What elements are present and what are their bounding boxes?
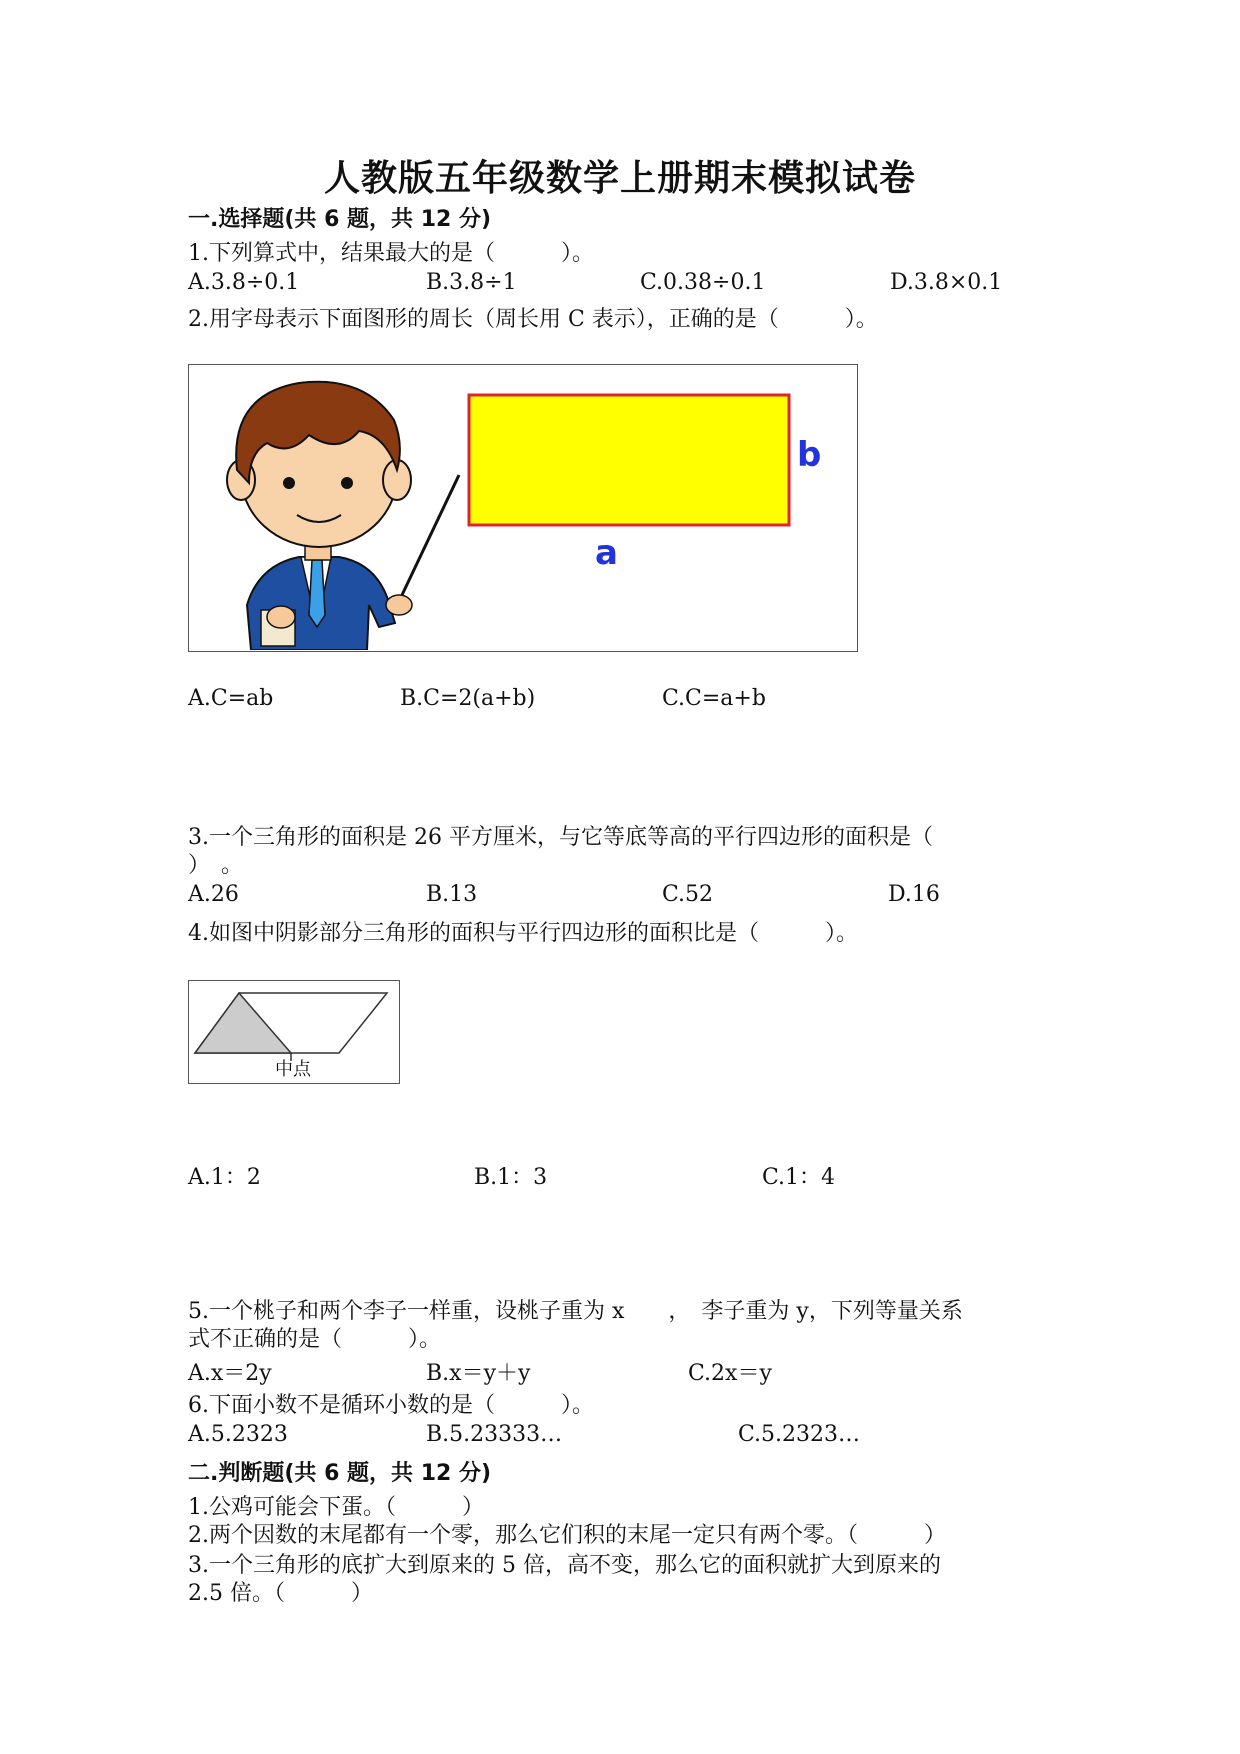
page-title: 人教版五年级数学上册期末模拟试卷 bbox=[323, 158, 916, 199]
q1-option-b: B.3.8÷1 bbox=[426, 270, 517, 295]
q5-option-a: A.x＝2y bbox=[188, 1361, 272, 1386]
question-1: 1.下列算式中，结果最大的是（ ）。 bbox=[188, 241, 594, 266]
question-6: 6.下面小数不是循环小数的是（ ）。 bbox=[188, 1393, 594, 1418]
parallelogram-figure bbox=[188, 980, 400, 1084]
q1-option-c: C.0.38÷0.1 bbox=[640, 270, 766, 295]
q1-option-a: A.3.8÷0.1 bbox=[188, 270, 300, 295]
q3-option-a: A.26 bbox=[188, 882, 239, 907]
teacher-rectangle-figure bbox=[188, 364, 858, 652]
shaded-triangle bbox=[195, 993, 291, 1053]
judgment-question-3-line2: 2.5 倍。（ ） bbox=[188, 1581, 373, 1606]
judgment-question-3-line1: 3.一个三角形的底扩大到原来的 5 倍，高不变，那么它的面积就扩大到原来的 bbox=[188, 1553, 941, 1578]
question-2: 2.用字母表示下面图形的周长（周长用 C 表示），正确的是（ ）。 bbox=[188, 307, 878, 332]
section-heading-choice: 一.选择题(共 6 题，共 12 分) bbox=[188, 207, 492, 232]
q2-option-c: C.C=a+b bbox=[662, 686, 766, 711]
q4-option-a: A.1：2 bbox=[188, 1165, 261, 1190]
rectangle-diagram bbox=[189, 365, 856, 650]
q6-option-a: A.5.2323 bbox=[188, 1422, 288, 1447]
question-3-line1: 3.一个三角形的面积是 26 平方厘米，与它等底等高的平行四边形的面积是（ bbox=[188, 825, 933, 850]
q5-option-c: C.2x＝y bbox=[688, 1361, 772, 1386]
q6-option-b: B.5.23333… bbox=[426, 1422, 563, 1447]
q2-option-b: B.C=2(a+b) bbox=[400, 686, 536, 711]
q4-option-c: C.1：4 bbox=[762, 1165, 836, 1190]
section-heading-judgment: 二.判断题(共 6 题，共 12 分) bbox=[188, 1461, 492, 1486]
q1-option-d: D.3.8×0.1 bbox=[890, 270, 1003, 295]
yellow-rectangle bbox=[469, 395, 789, 525]
q3-option-d: D.16 bbox=[888, 882, 940, 907]
judgment-question-2: 2.两个因数的末尾都有一个零，那么它们积的末尾一定只有两个零。（ ） bbox=[188, 1523, 946, 1548]
midpoint-label: 中点 bbox=[275, 1059, 311, 1080]
side-label-a: a bbox=[595, 533, 618, 573]
q5-option-b: B.x＝y＋y bbox=[426, 1361, 531, 1386]
q4-option-b: B.1：3 bbox=[474, 1165, 548, 1190]
question-5-line2: 式不正确的是（ ）。 bbox=[188, 1327, 442, 1352]
judgment-question-1: 1.公鸡可能会下蛋。（ ） bbox=[188, 1495, 484, 1520]
q3-option-c: C.52 bbox=[662, 882, 714, 907]
q2-option-a: A.C=ab bbox=[188, 686, 274, 711]
question-3-line2: ） 。 bbox=[188, 853, 244, 878]
q3-option-b: B.13 bbox=[426, 882, 478, 907]
q6-option-c: C.5.2323… bbox=[738, 1422, 861, 1447]
question-4: 4.如图中阴影部分三角形的面积与平行四边形的面积比是（ ）。 bbox=[188, 921, 858, 946]
question-5-line1: 5.一个桃子和两个李子一样重，设桃子重为 x ， 李子重为 y，下列等量关系 bbox=[188, 1299, 963, 1324]
side-label-b: b bbox=[797, 435, 822, 475]
